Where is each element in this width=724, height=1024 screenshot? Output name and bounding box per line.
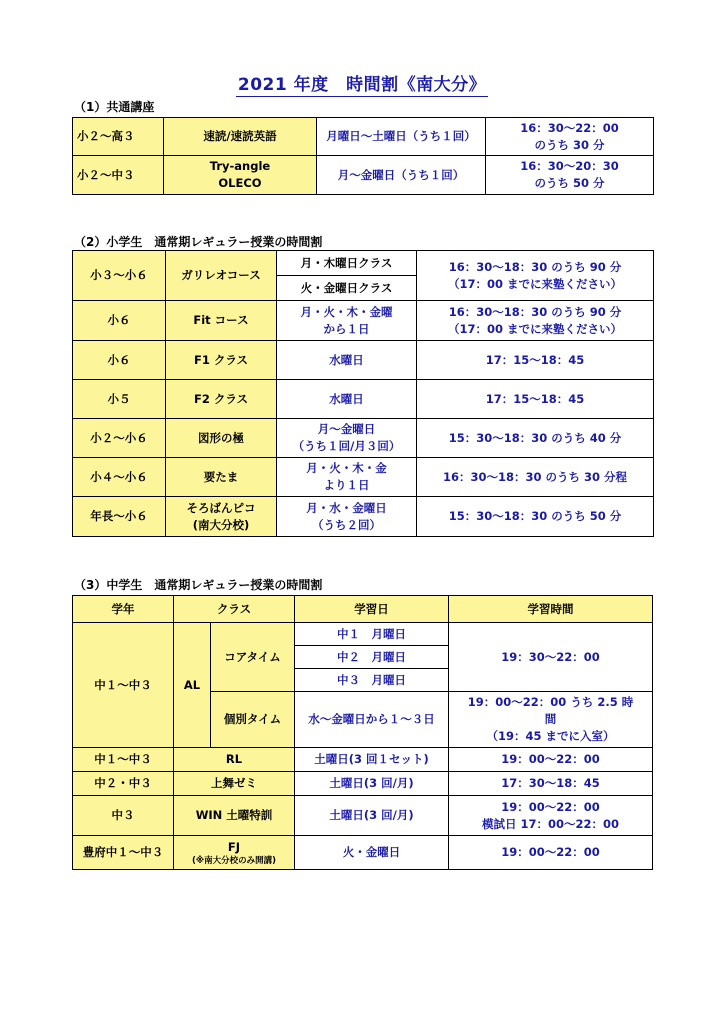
table-row <box>73 341 654 380</box>
table-row <box>73 419 654 458</box>
time-cell: 17：15～18：45 <box>417 341 654 380</box>
course-cell: Fit コース <box>166 301 277 341</box>
days-cell <box>277 458 417 497</box>
header-time: 学習時間 <box>449 596 653 623</box>
days-line: 月～金曜日 <box>317 422 376 436</box>
section1-heading: （1）共通講座 <box>74 100 155 114</box>
time-line: のうち 50 分 <box>534 176 605 190</box>
grade-cell: 小２～小６ <box>73 419 166 458</box>
days-cell <box>277 419 417 458</box>
table-row <box>73 497 654 537</box>
course-cell: 要たま <box>166 458 277 497</box>
class-cell: WIN 土曜特訓 <box>174 796 295 836</box>
table-row <box>73 748 653 772</box>
time-line: のうち 30 分 <box>534 137 605 152</box>
class-cell: AL <box>174 623 211 748</box>
time-line: 19：00～22：00 <box>501 799 600 814</box>
time-line: （17：00 までに来塾ください） <box>447 276 622 291</box>
grade-cell: 小４～小６ <box>73 458 166 497</box>
time-cell <box>449 796 653 836</box>
time-cell: 15：30～18：30 のうち 40 分 <box>417 419 654 458</box>
days-cell: 土曜日(3 回/月) <box>295 796 449 836</box>
time-line: 19：00～22：00 うち 2.5 時 <box>467 695 634 709</box>
time-cell: 19：00～22：00 <box>449 836 653 870</box>
days-cell: 土曜日(3 回１セット) <box>295 748 449 772</box>
days-cell: 水曜日 <box>277 341 417 380</box>
time-cell <box>417 301 654 341</box>
course-cell: 図形の極 <box>166 419 277 458</box>
days-line: （うち２回） <box>312 517 381 532</box>
time-cell: 17：15～18：45 <box>417 380 654 419</box>
class-cell: RL <box>174 748 295 772</box>
time-line: 間 <box>544 712 557 726</box>
days-line: から１日 <box>323 321 370 336</box>
class-cell: 上舞ゼミ <box>174 772 295 796</box>
days-line: 月・火・木・金曜 <box>300 304 393 319</box>
days-line: 月・水・金曜日 <box>306 500 387 515</box>
time-line: 16：30～18：30 のうち 90 分 <box>448 304 622 319</box>
days-cell: 火・金曜日 <box>295 836 449 870</box>
header-days: 学習日 <box>295 596 449 623</box>
course-line: OLECO <box>218 176 262 190</box>
days-cell: 水曜日 <box>277 380 417 419</box>
table-row <box>73 118 654 156</box>
page-title-text: 2021 年度 時間割《南大分》 <box>237 75 487 95</box>
section3-heading: （3）中学生 通常期レギュラー授業の時間割 <box>74 578 323 592</box>
grade-cell: 豊府中１～中３ <box>73 836 174 870</box>
time-cell <box>417 251 654 301</box>
grade-cell: 小５ <box>73 380 166 419</box>
grade-cell: 小２～高３ <box>73 118 164 156</box>
class-cell <box>174 836 295 870</box>
table-row <box>73 251 654 276</box>
table-row <box>73 380 654 419</box>
class-line: FJ <box>227 839 241 854</box>
days-line: 月・火・木・金 <box>306 461 387 475</box>
time-line: 16：30～20：30 <box>520 159 619 173</box>
days-cell: 月曜日～土曜日（うち１回） <box>317 118 486 156</box>
time-line: 16：30～18：30 のうち 90 分 <box>448 259 622 274</box>
days-cell: 火・金曜日クラス <box>277 276 417 301</box>
class-note: (※南大分校のみ開講) <box>191 855 277 866</box>
grade-cell: 小２～中３ <box>73 156 164 195</box>
days-cell: 土曜日(3 回/月) <box>295 772 449 796</box>
header-grade: 学年 <box>73 596 174 623</box>
table-row <box>73 836 653 870</box>
days-cell <box>277 497 417 537</box>
time-cell <box>486 156 654 195</box>
time-cell: 17：30～18：45 <box>449 772 653 796</box>
grade-cell: 中２・中３ <box>73 772 174 796</box>
course-cell <box>166 497 277 537</box>
junior-high-table <box>72 595 653 870</box>
table-row <box>73 156 654 195</box>
time-cell <box>449 692 653 748</box>
page-title <box>0 70 724 95</box>
time-line: 模試日 17：00～22：00 <box>481 816 620 831</box>
time-cell: 15：30～18：30 のうち 50 分 <box>417 497 654 537</box>
days-cell: 中３ 月曜日 <box>295 669 449 692</box>
days-cell <box>277 301 417 341</box>
course-cell: ガリレオコース <box>166 251 277 301</box>
header-class: クラス <box>174 596 295 623</box>
days-line: より１日 <box>323 478 370 492</box>
days-cell: 月～金曜日（うち１回） <box>317 156 486 195</box>
common-course-table <box>72 117 654 195</box>
section2-heading: （2）小学生 通常期レギュラー授業の時間割 <box>74 235 323 249</box>
grade-cell: 小６ <box>73 301 166 341</box>
grade-cell: 中３ <box>73 796 174 836</box>
subclass-cell: コアタイム <box>211 623 295 692</box>
course-line: そろばんピコ <box>186 500 256 515</box>
time-cell: 19：30～22：00 <box>449 623 653 692</box>
course-line: (南大分校) <box>192 517 250 532</box>
grade-cell: 小６ <box>73 341 166 380</box>
time-cell <box>486 118 654 156</box>
days-cell: 月・木曜日クラス <box>277 251 417 276</box>
course-cell: 速読/速読英語 <box>164 118 317 156</box>
subclass-cell: 個別タイム <box>211 692 295 748</box>
course-cell: F1 クラス <box>166 341 277 380</box>
table-row <box>73 623 653 646</box>
time-line: （17：00 までに来塾ください） <box>447 321 622 336</box>
time-cell: 16：30～18：30 のうち 30 分程 <box>417 458 654 497</box>
time-cell: 19：00～22：00 <box>449 748 653 772</box>
grade-cell: 小３～小６ <box>73 251 166 301</box>
table-row <box>73 301 654 341</box>
days-cell: 中２ 月曜日 <box>295 646 449 669</box>
table-row <box>73 772 653 796</box>
course-cell <box>164 156 317 195</box>
grade-cell: 年長～小６ <box>73 497 166 537</box>
table-header-row <box>73 596 653 623</box>
grade-cell: 中１～中３ <box>73 748 174 772</box>
time-line: （19：45 までに入室） <box>486 729 615 743</box>
table-row <box>73 796 653 836</box>
days-cell: 水～金曜日から１～３日 <box>295 692 449 748</box>
elementary-table <box>72 250 654 537</box>
course-line: Try-angle <box>209 159 271 173</box>
course-cell: F2 クラス <box>166 380 277 419</box>
days-cell: 中１ 月曜日 <box>295 623 449 646</box>
grade-cell: 中１～中３ <box>73 623 174 748</box>
days-line: （うち１回/月３回） <box>292 439 401 453</box>
table-row <box>73 458 654 497</box>
time-line: 16：30～22：00 <box>520 120 619 135</box>
